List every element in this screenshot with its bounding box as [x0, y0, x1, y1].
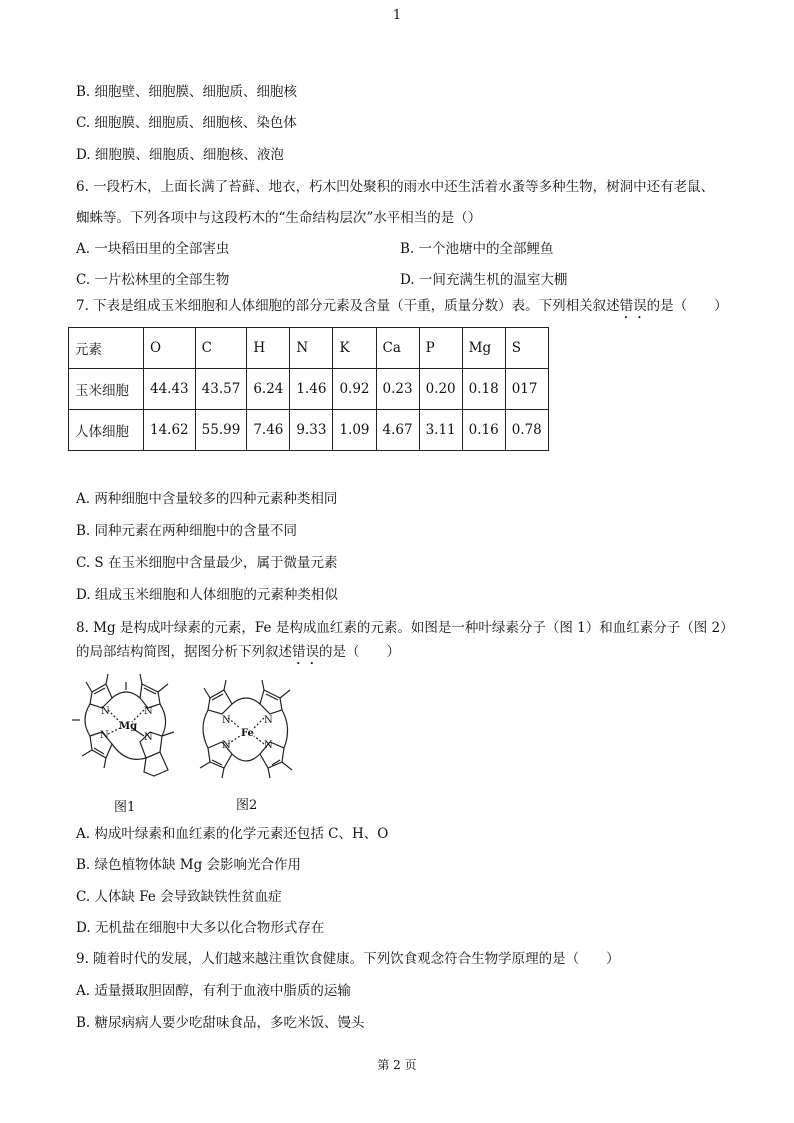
q8-option-b: B. 绿色植物体缺 Mg 会影响光合作用	[76, 857, 302, 873]
q7-stem: 7. 下表是组成玉米细胞和人体细胞的部分元素及含量（干重，质量分数）表。下列相关叙述错误的是（ ）	[76, 298, 728, 314]
nitrogen-label: N	[100, 730, 109, 741]
q6-option-c: C. 一片松林里的全部生物	[76, 272, 230, 288]
table-header-row	[69, 328, 549, 369]
q7-option-b: B. 同种元素在两种细胞中的含量不同	[76, 523, 298, 539]
table-cell: 14.62	[144, 410, 196, 451]
page-number: 1	[392, 8, 402, 23]
q8-stem-line1: 8. Mg 是构成叶绿素的元素，Fe 是构成血红素的元素。如图是一种叶绿素分子（图 1）和血红素分子（图 2）	[76, 620, 734, 636]
iron-label: Fe	[241, 728, 254, 739]
table-cell: C	[195, 328, 247, 369]
table-cell: 0.18	[462, 369, 505, 410]
q8-option-d: D. 无机盐在细胞中大多以化合物形式存在	[76, 920, 325, 936]
table-cell: P	[419, 328, 462, 369]
heme-structure-figure	[192, 676, 304, 788]
q6-option-b: B. 一个池塘中的全部鲤鱼	[400, 241, 554, 257]
table-cell: 6.24	[247, 369, 290, 410]
nitrogen-label: N	[264, 740, 273, 751]
table-cell: 0.16	[462, 410, 505, 451]
nitrogen-label: N	[144, 732, 153, 743]
q5-option-b: B. 细胞壁、细胞膜、细胞质、细胞核	[76, 84, 298, 100]
table-cell: 0.23	[376, 369, 419, 410]
table-cell: 元素	[69, 328, 144, 369]
q6-option-a: A. 一块稻田里的全部害虫	[76, 241, 230, 257]
nitrogen-label: N	[101, 706, 110, 717]
figure1-caption: 图1	[114, 800, 136, 815]
table-cell: 0.92	[333, 369, 376, 410]
chlorophyll-structure-figure	[72, 672, 182, 790]
table-cell: 1.46	[290, 369, 333, 410]
magnesium-label: Mg	[119, 721, 138, 732]
q5-option-d: D. 细胞膜、细胞质、细胞核、液泡	[76, 147, 284, 163]
table-cell: Mg	[462, 328, 505, 369]
table-cell: K	[333, 328, 376, 369]
table-cell: 人体细胞	[69, 410, 144, 451]
table-cell: 017	[505, 369, 548, 410]
table-cell: 55.99	[195, 410, 247, 451]
nitrogen-label: N	[222, 740, 231, 751]
table-cell: 0.78	[505, 410, 548, 451]
table-row	[69, 369, 549, 410]
nitrogen-label: N	[222, 715, 231, 726]
q7-option-a: A. 两种细胞中含量较多的四种元素种类相同	[76, 491, 338, 507]
table-cell: Ca	[376, 328, 419, 369]
q9-option-a: A. 适量摄取胆固醇，有利于血液中脂质的运输	[76, 983, 351, 999]
page-footer: 第 2 页	[377, 1058, 417, 1072]
q5-option-c: C. 细胞膜、细胞质、细胞核、染色体	[76, 115, 297, 131]
q9-stem: 9. 随着时代的发展，人们越来越注重饮食健康。下列饮食观念符合生物学原理的是（ ）	[76, 951, 620, 967]
q7-stem-emphasis: 错误	[619, 298, 647, 314]
table-row	[69, 410, 549, 451]
table-cell: 玉米细胞	[69, 369, 144, 410]
table-cell: N	[290, 328, 333, 369]
table-cell: H	[247, 328, 290, 369]
table-cell: 4.67	[376, 410, 419, 451]
table-cell: 44.43	[144, 369, 196, 410]
nitrogen-label: N	[144, 706, 153, 717]
figure2-caption: 图2	[236, 798, 258, 813]
table-cell: 7.46	[247, 410, 290, 451]
q8-stem-line2: 的局部结构简图，据图分析下列叙述错误的是（ ）	[76, 644, 400, 660]
q8-option-c: C. 人体缺 Fe 会导致缺铁性贫血症	[76, 889, 282, 905]
q9-option-b: B. 糖尿病病人要少吃甜味食品，多吃米饭、馒头	[76, 1015, 365, 1031]
q6-stem-line2: 蜘蛛等。下列各项中与这段朽木的“生命结构层次”水平相当的是（）	[76, 210, 482, 226]
table-cell: 1.09	[333, 410, 376, 451]
q8-option-a: A. 构成叶绿素和血红素的化学元素还包括 C、H、O	[76, 826, 389, 842]
q8-stem-emphasis: 错误	[292, 644, 319, 660]
nitrogen-label: N	[264, 715, 273, 726]
q6-stem-line1: 6. 一段朽木，上面长满了苔藓、地衣，朽木凹处聚积的雨水中还生活着水蚤等多种生物，树洞中还有老鼠、	[76, 179, 715, 195]
q6-option-d: D. 一间充满生机的温室大棚	[400, 272, 568, 288]
table-cell: S	[505, 328, 548, 369]
q7-option-c: C. S 在玉米细胞中含量最少，属于微量元素	[76, 555, 338, 571]
table-cell: 0.20	[419, 369, 462, 410]
table-cell: 9.33	[290, 410, 333, 451]
table-cell: 43.57	[195, 369, 247, 410]
table-cell: O	[144, 328, 196, 369]
q7-option-d: D. 组成玉米细胞和人体细胞的元素种类相似	[76, 587, 338, 603]
table-cell: 3.11	[419, 410, 462, 451]
element-content-table	[68, 327, 549, 451]
